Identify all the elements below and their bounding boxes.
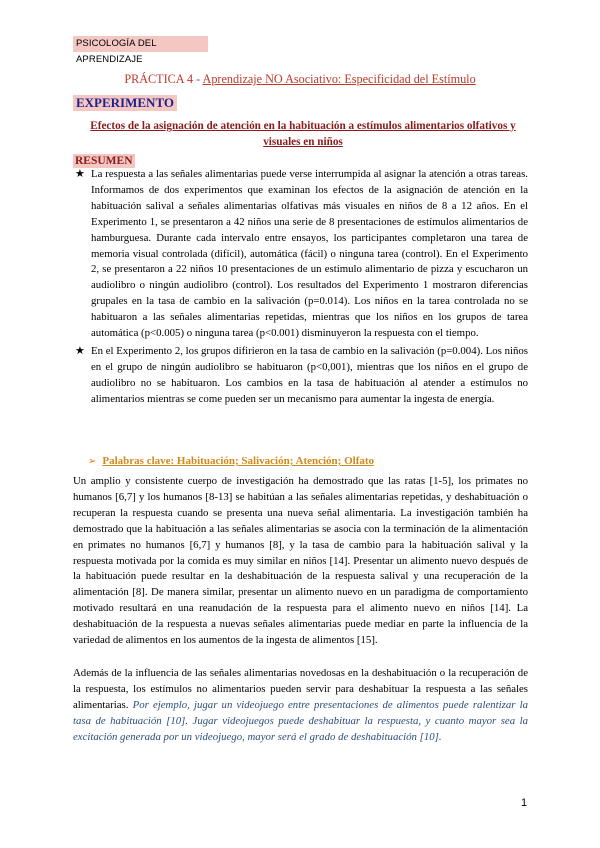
paragraph2-italic: Por ejemplo, jugar un videojuego entre presentaciones de alimentos puede ralentizar la tasa de habituación [10]. Jugar videojuegos puede deshabituar la respuesta, y cuanto mayor sea la excitación generada por un videojuego, mayor será el grado de deshabituación [10]. xyxy=(73,698,529,743)
summary-list xyxy=(73,167,528,410)
summary-text: En el Experimento 2, los grupos difirieron en la tasa de cambio en la salivación (p=0.004). Los niños en el grupo de ningún audiolibro se habituaron (p<0,001), mientras que los niños en el grupo de audiolibro no se habituaron. Los cambios en la tasa de habituación al atender a estímulos no alimentarios mientras se come pueden ser un mecanismo para aumentar la ingesta de energía. xyxy=(91,344,528,405)
experiment-heading: EXPERIMENTO xyxy=(73,95,177,111)
practice-subtitle: Aprendizaje NO Asociativo: Especificidad del Estímulo xyxy=(202,72,476,86)
summary-item xyxy=(73,167,528,342)
paragraph2-plain: Además de la influencia de las señales alimentarias novedosas en la deshabituación o la recuperación de la respuesta, los estímulos no alimentarios pueden servir para deshabituar la respuesta a las señales alimentarias. xyxy=(73,667,528,711)
subject-header: PSICOLOGÍA DEL APRENDIZAJE xyxy=(73,36,208,52)
article-title: Efectos de la asignación de atención en la habituación a estímulos alimentarios olfativos y visuales en niños xyxy=(90,120,516,148)
keywords-line xyxy=(88,454,374,469)
body-paragraph-1: Un amplio y consistente cuerpo de investigación ha demostrado que las ratas [1-5], los primates no humanos [6,7] y los humanos [8-13] se habitúan a las señales alimentarias repetidas, y deshabituación o recuperan la respuesta cuando se presenta una nueva señal alimentaria. La investigación también ha demostrado que la habituación a las señales alimentarias se asocia con la terminación de la alimentación en primates no humanos [6,7] y humanos [8], y la tasa de cambio para la habituación salival y la respuesta motivada por la comida es muy similar en niños [14]. Presentar un alimento nuevo después de la habituación puede resultar en la deshabituación de la respuesta salival y una recuperación de la alimentación [8]. De manera similar, presentar un alimento nuevo en un paradigma de comportamiento motivado resultará en una reanudación de la respuesta para el alimento nuevo en niños [14]. La deshabituación de la respuesta a nuevas señales alimentarias puede mediar en parte la influencia de la variedad de alimentos en los aumentos de la ingesta de alimentos [15]. xyxy=(73,475,528,647)
summary-item xyxy=(73,344,528,408)
keywords-text: Palabras clave: Habituación; Salivación; Atención; Olfato xyxy=(102,455,375,467)
practice-label: PRÁCTICA 4 - xyxy=(124,72,203,86)
star-bullet-icon: ★ xyxy=(75,168,85,180)
practice-title xyxy=(0,72,600,87)
star-bullet-icon: ★ xyxy=(75,344,85,357)
summary-text: La respuesta a las señales alimentarias puede verse interrumpida al asignar la atención a otras tareas. Informamos de dos experimentos que examinan los efectos de la asignación de atención en la habituación salival a señales alimentarias olfativas más visuales en niños de 8 a 12 años. En el Experimento 1, se presentaron a 42 niños una serie de 8 presentaciones de estímulos alimentarios de hamburguesa. Durante cada intervalo entre ensayos, los participantes completaron una tarea de memoria visual controlada (difícil), automática (fácil) o ninguna tarea (control). En el Experimento 2, se presentaron a 22 niños 10 presentaciones de un estímulo alimentario de pizza y escucharon un audiolibro o ningún audiolibro (control). Los resultados del Experimento 1 mostraron diferencias grupales en la tasa de cambio en la salivación (p=0.014). Los niños en la tarea controlada no se habituaron a las señales alimentarias repetidas, mientras que los niños en los grupos de tarea automática (p<0.005) o ninguna tarea (p<0.001) disminuyeron la respuesta con el tiempo. xyxy=(91,168,528,340)
summary-heading: RESUMEN xyxy=(75,155,133,167)
body-paragraph-2 xyxy=(73,666,528,746)
arrow-bullet-icon: ➢ xyxy=(88,456,97,467)
page-number: 1 xyxy=(521,797,528,809)
